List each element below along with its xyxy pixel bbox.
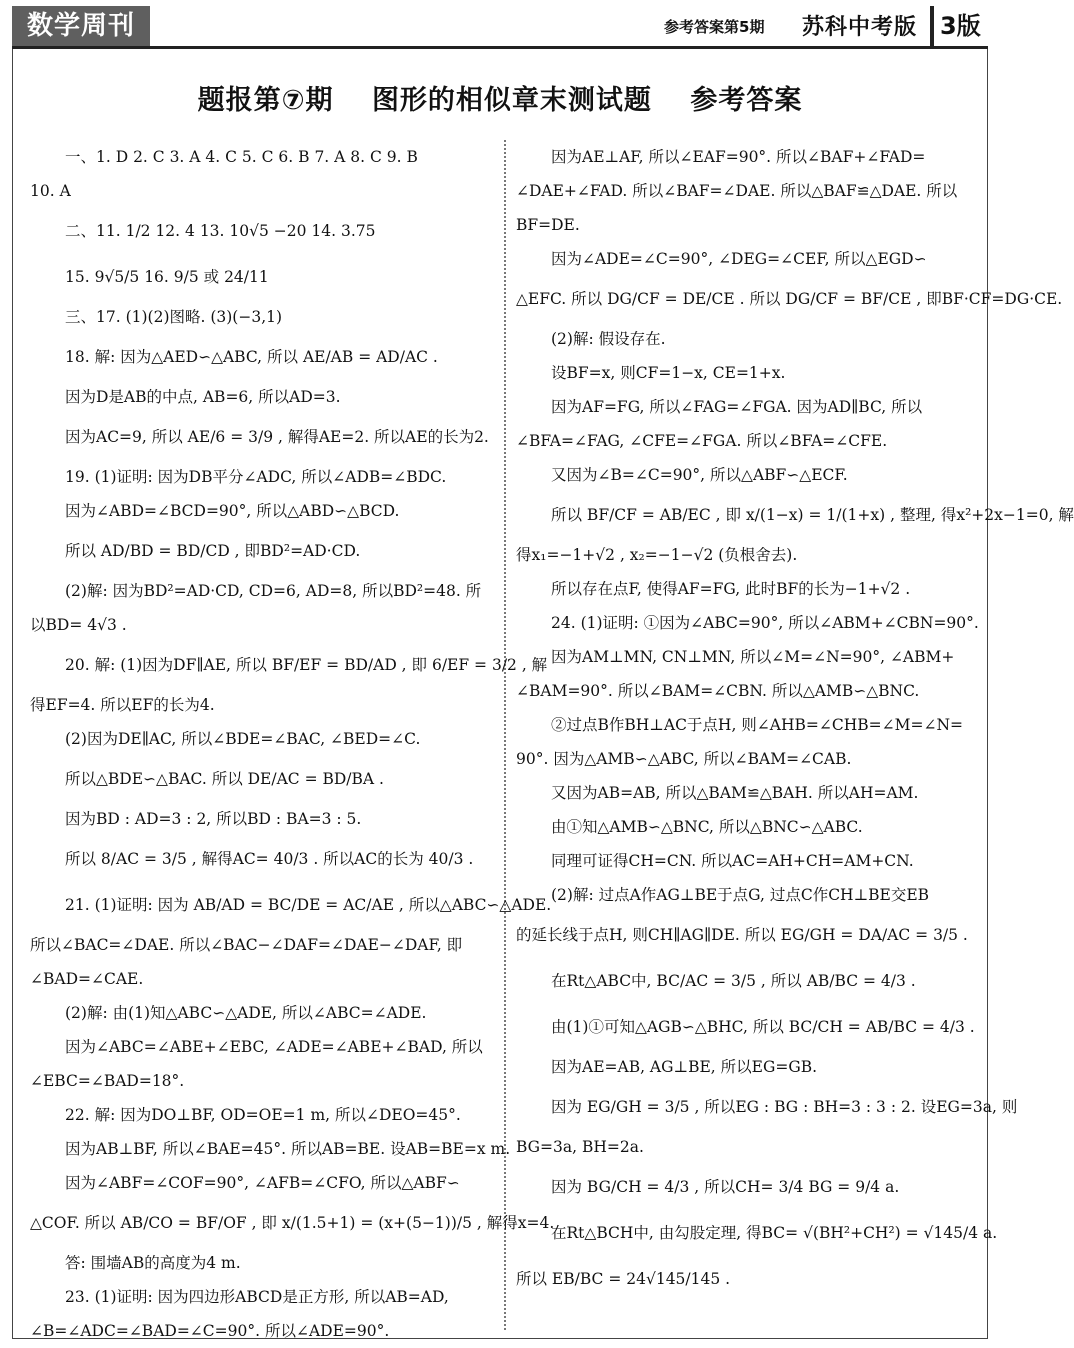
title-issue: 题报第⑦期	[197, 85, 334, 116]
answer-line: 因为AE⊥AF, 所以∠EAF=90°. 所以∠BAF+∠FAD=	[551, 148, 926, 166]
answer-line: 20. 解: (1)因为DF∥AE, 所以 BF/EF = BD/AD , 即 6/EF = 3/2 , 解	[65, 656, 548, 674]
answer-line: (2)解: 假设存在.	[551, 330, 666, 348]
answer-line: △COF. 所以 AB/CO = BF/OF , 即 x/(1.5+1) = (x+(5−1))/5 , 解得x=4.	[30, 1214, 555, 1232]
answer-line: 所以∠BAC=∠DAE. 所以∠BAC−∠DAF=∠DAE−∠DAF, 即	[30, 936, 463, 954]
answer-line: 因为AE=AB, AG⊥BE, 所以EG=GB.	[551, 1058, 818, 1076]
brand-logo: 数学周刊	[12, 6, 150, 46]
answer-line: BG=3a, BH=2a.	[516, 1138, 644, 1156]
answer-line: 90°. 因为△AMB∽△ABC, 所以∠BAM=∠CAB.	[516, 750, 852, 768]
answer-line: 的延长线于点H, 则CH∥AG∥DE. 所以 EG/GH = DA/AC = 3/5 .	[516, 926, 968, 944]
answer-line: ∠BAD=∠CAE.	[30, 970, 144, 988]
answer-line: (2)因为DE∥AC, 所以∠BDE=∠BAC, ∠BED=∠C.	[65, 730, 421, 748]
answer-line: 以BD= 4√3 .	[30, 616, 127, 634]
answer-line: 因为∠ABF=∠COF=90°, ∠AFB=∠CFO, 所以△ABF∽	[65, 1174, 460, 1192]
answer-line: BF=DE.	[516, 216, 580, 234]
answer-line: ∠BFA=∠FAG, ∠CFE=∠FGA. 所以∠BFA=∠CFE.	[516, 432, 888, 450]
answer-line: (2)解: 由(1)知△ABC∽△ADE, 所以∠ABC=∠ADE.	[65, 1004, 427, 1022]
answer-line: ∠BAM=90°. 所以∠BAM=∠CBN. 所以△AMB∽△BNC.	[516, 682, 920, 700]
answer-line: 又因为AB=AB, 所以△BAM≌△BAH. 所以AH=AM.	[551, 784, 919, 802]
answer-line: 因为D是AB的中点, AB=6, 所以AD=3.	[65, 388, 341, 406]
answer-line: 因为AB⊥BF, 所以∠BAE=45°. 所以AB=BE. 设AB=BE=x m.	[65, 1140, 511, 1158]
answer-line: 因为BD : AD=3 : 2, 所以BD : BA=3 : 5.	[65, 810, 362, 828]
page-number: 3版	[930, 6, 988, 46]
answer-line: 19. (1)证明: 因为DB平分∠ADC, 所以∠ADB=∠BDC.	[65, 468, 447, 486]
issue-label: 参考答案第5期	[664, 18, 765, 36]
answer-line: 设BF=x, 则CF=1−x, CE=1+x.	[551, 364, 786, 382]
answer-line: 21. (1)证明: 因为 AB/AD = BC/DE = AC/AE , 所以△ABC∽△ADE.	[65, 896, 552, 914]
answer-line: 因为∠ADE=∠C=90°, ∠DEG=∠CEF, 所以△EGD∽	[551, 250, 927, 268]
answer-line: 所以 BF/CF = AB/EC , 即 x/(1−x) = 1/(1+x) , 整理, 得x²+2x−1=0, 解	[551, 506, 1074, 524]
title-topic: 图形的相似章末测试题	[371, 85, 652, 116]
right-column	[516, 140, 1074, 1302]
answer-line: 二、11. 1/2 12. 4 13. 10√5 −20 14. 3.75	[65, 222, 376, 240]
answer-line: 所以 8/AC = 3/5 , 解得AC= 40/3 . 所以AC的长为 40/3 .	[65, 850, 474, 868]
answer-line: 22. 解: 因为DO⊥BF, OD=OE=1 m, 所以∠DEO=45°.	[65, 1106, 461, 1124]
answer-line: ∠B=∠ADC=∠BAD=∠C=90°. 所以∠ADE=90°.	[30, 1322, 390, 1340]
answer-line: (2)解: 因为BD²=AD·CD, CD=6, AD=8, 所以BD²=48. 所	[65, 582, 482, 600]
answer-line: 24. (1)证明: ①因为∠ABC=90°, 所以∠ABM+∠CBN=90°.	[551, 614, 979, 632]
answer-line: ②过点B作BH⊥AC于点H, 则∠AHB=∠CHB=∠M=∠N=	[551, 716, 963, 734]
answer-line: ∠DAE+∠FAD. 所以∠BAF=∠DAE. 所以△BAF≌△DAE. 所以	[516, 182, 958, 200]
answer-line: 三、17. (1)(2)图略. (3)(−3,1)	[65, 308, 283, 326]
answer-line: 又因为∠B=∠C=90°, 所以△ABF∽△ECF.	[551, 466, 848, 484]
answer-line: 因为∠ABD=∠BCD=90°, 所以△ABD∽△BCD.	[65, 502, 400, 520]
answer-line: 由(1)①可知△AGB∽△BHC, 所以 BC/CH = AB/BC = 4/3 .	[551, 1018, 975, 1036]
answer-line: 得x₁=−1+√2 , x₂=−1−√2 (负根舍去).	[516, 546, 798, 564]
answer-line: 10. A	[30, 182, 71, 200]
answer-line: 18. 解: 因为△AED∽△ABC, 所以 AE/AB = AD/AC .	[65, 348, 438, 366]
answer-line: △EFC. 所以 DG/CF = DE/CE . 所以 DG/CF = BF/CE , 即BF·CF=DG·CE.	[516, 290, 1063, 308]
answer-line: 23. (1)证明: 因为四边形ABCD是正方形, 所以AB=AD,	[65, 1288, 449, 1306]
answer-line: 得EF=4. 所以EF的长为4.	[30, 696, 215, 714]
answer-line: 因为∠ABC=∠ABE+∠EBC, ∠ADE=∠ABE+∠BAD, 所以	[65, 1038, 483, 1056]
answer-line: ∠EBC=∠BAD=18°.	[30, 1072, 185, 1090]
answer-line: 所以存在点F, 使得AF=FG, 此时BF的长为−1+√2 .	[551, 580, 911, 598]
answer-line: 在Rt△ABC中, BC/AC = 3/5 , 所以 AB/BC = 4/3 .	[551, 972, 916, 990]
page-header	[12, 6, 988, 46]
edition-label: 苏科中考版	[802, 15, 918, 40]
answer-line: 所以△BDE∽△BAC. 所以 DE/AC = BD/BA .	[65, 770, 384, 788]
answer-line: 因为 EG/GH = 3/5 , 所以EG : BG : BH=3 : 3 : 2. 设EG=3a, 则	[551, 1098, 1018, 1116]
answer-line: 因为AF=FG, 所以∠FAG=∠FGA. 因为AD∥BC, 所以	[551, 398, 923, 416]
answer-line: 一、1. D 2. C 3. A 4. C 5. C 6. B 7. A 8. C 9. B	[65, 148, 418, 166]
answer-line: 所以 EB/BC = 24√145/145 .	[516, 1270, 731, 1288]
answer-line: 因为AC=9, 所以 AE/6 = 3/9 , 解得AE=2. 所以AE的长为2.	[65, 428, 489, 446]
answer-line: (2)解: 过点A作AG⊥BE于点G, 过点C作CH⊥BE交EB	[551, 886, 930, 904]
answer-line: 同理可证得CH=CN. 所以AC=AH+CH=AM+CN.	[551, 852, 914, 870]
title-answers: 参考答案	[690, 85, 803, 116]
answer-line: 在Rt△BCH中, 由勾股定理, 得BC= √(BH²+CH²) = √145/4 a.	[551, 1224, 998, 1242]
answer-line: 因为AM⊥MN, CN⊥MN, 所以∠M=∠N=90°, ∠ABM+	[551, 648, 955, 666]
page-title	[0, 78, 1000, 117]
answer-line: 由①知△AMB∽△BNC, 所以△BNC∽△ABC.	[551, 818, 863, 836]
answer-line: 所以 AD/BD = BD/CD , 即BD²=AD·CD.	[65, 542, 361, 560]
answer-line: 因为 BG/CH = 4/3 , 所以CH= 3/4 BG = 9/4 a.	[551, 1178, 900, 1196]
answer-line: 15. 9√5/5 16. 9/5 或 24/11	[65, 268, 269, 286]
answer-line: 答: 围墙AB的高度为4 m.	[65, 1254, 241, 1272]
